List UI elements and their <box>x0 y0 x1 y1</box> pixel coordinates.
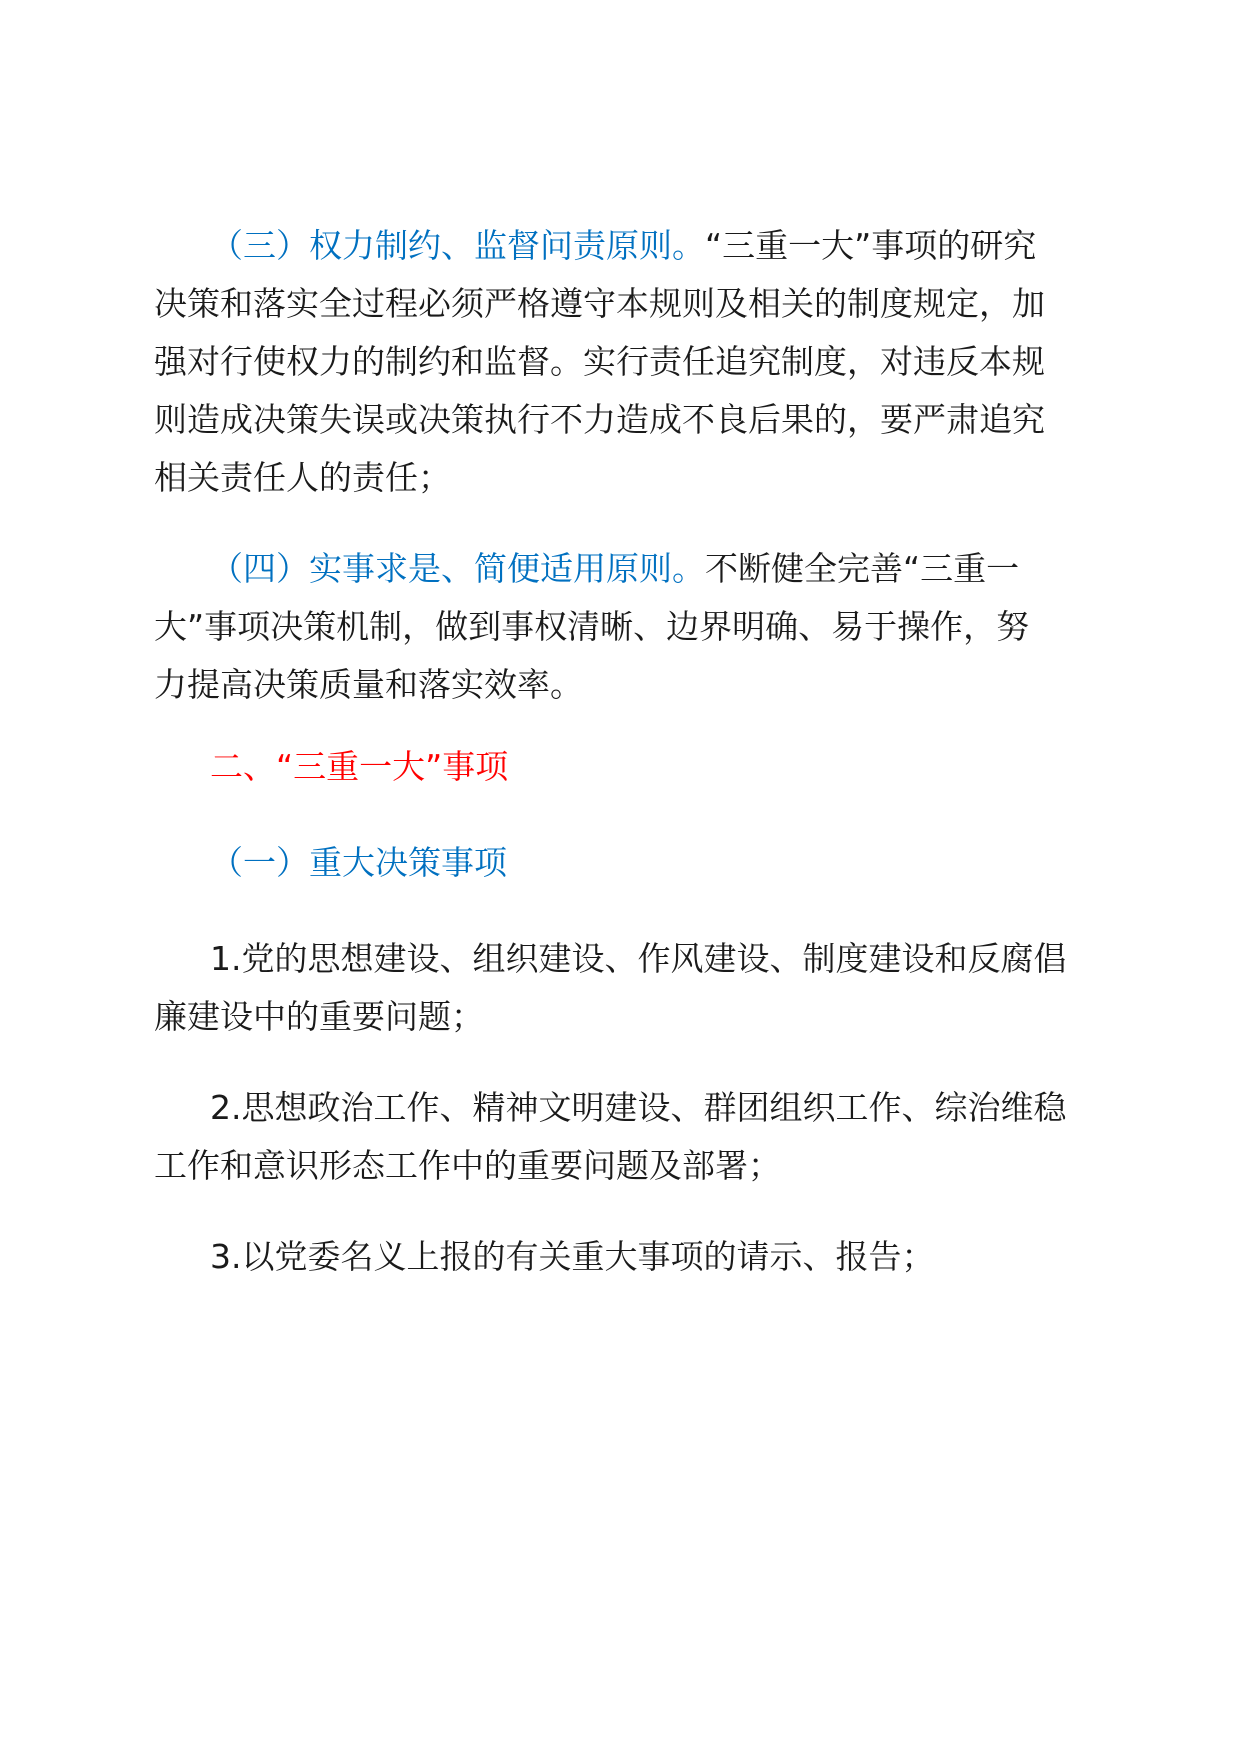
decision-item-1 <box>154 930 1094 1046</box>
section-2-title: 二、“三重一大”事项 <box>210 747 509 786</box>
paragraph-principle-4-line-1 <box>154 540 1094 598</box>
principle-4-text-line: 大”事项决策机制，做到事权清晰、边界明确、易于操作，努 <box>154 607 1030 646</box>
principle-3-text-line: 相关责任人的责任； <box>154 458 451 497</box>
section-2-title-block <box>154 738 1094 796</box>
subsection-1-title: （一）重大决策事项 <box>210 843 507 882</box>
decision-item-2 <box>154 1079 1094 1195</box>
principle-4-text-line: 不断健全完善“三重一 <box>705 549 1020 588</box>
decision-item-2-line: 2.思想政治工作、精神文明建设、群团组织工作、综治维稳 <box>210 1088 1067 1127</box>
subsection-1-title-block <box>154 834 1094 892</box>
decision-item-2-line: 工作和意识形态工作中的重要问题及部署； <box>154 1146 781 1185</box>
principle-3-text-line: 则造成决策失误或决策执行不力造成不良后果的，要严肃追究 <box>154 400 1045 439</box>
principle-3-text-line: 强对行使权力的制约和监督。实行责任追究制度，对违反本规 <box>154 342 1045 381</box>
principle-3-text-line: “三重一大”事项的研究 <box>705 226 1037 265</box>
decision-item-1-line: 廉建设中的重要问题； <box>154 997 484 1036</box>
paragraph-principle-3 <box>154 217 1094 507</box>
paragraph-principle-4 <box>154 540 1094 714</box>
decision-item-3-line: 3.以党委名义上报的有关重大事项的请示、报告； <box>210 1237 935 1276</box>
decision-item-1-line: 1.党的思想建设、组织建设、作风建设、制度建设和反腐倡 <box>210 939 1067 978</box>
principle-3-text-line: 决策和落实全过程必须严格遵守本规则及相关的制度规定，加 <box>154 284 1045 323</box>
decision-item-3 <box>154 1228 1094 1286</box>
paragraph-principle-3-line-1 <box>154 217 1094 275</box>
principle-4-heading: （四）实事求是、简便适用原则。 <box>210 549 705 588</box>
principle-4-text-line: 力提高决策质量和落实效率。 <box>154 665 583 704</box>
principle-3-heading: （三）权力制约、监督问责原则。 <box>210 226 705 265</box>
